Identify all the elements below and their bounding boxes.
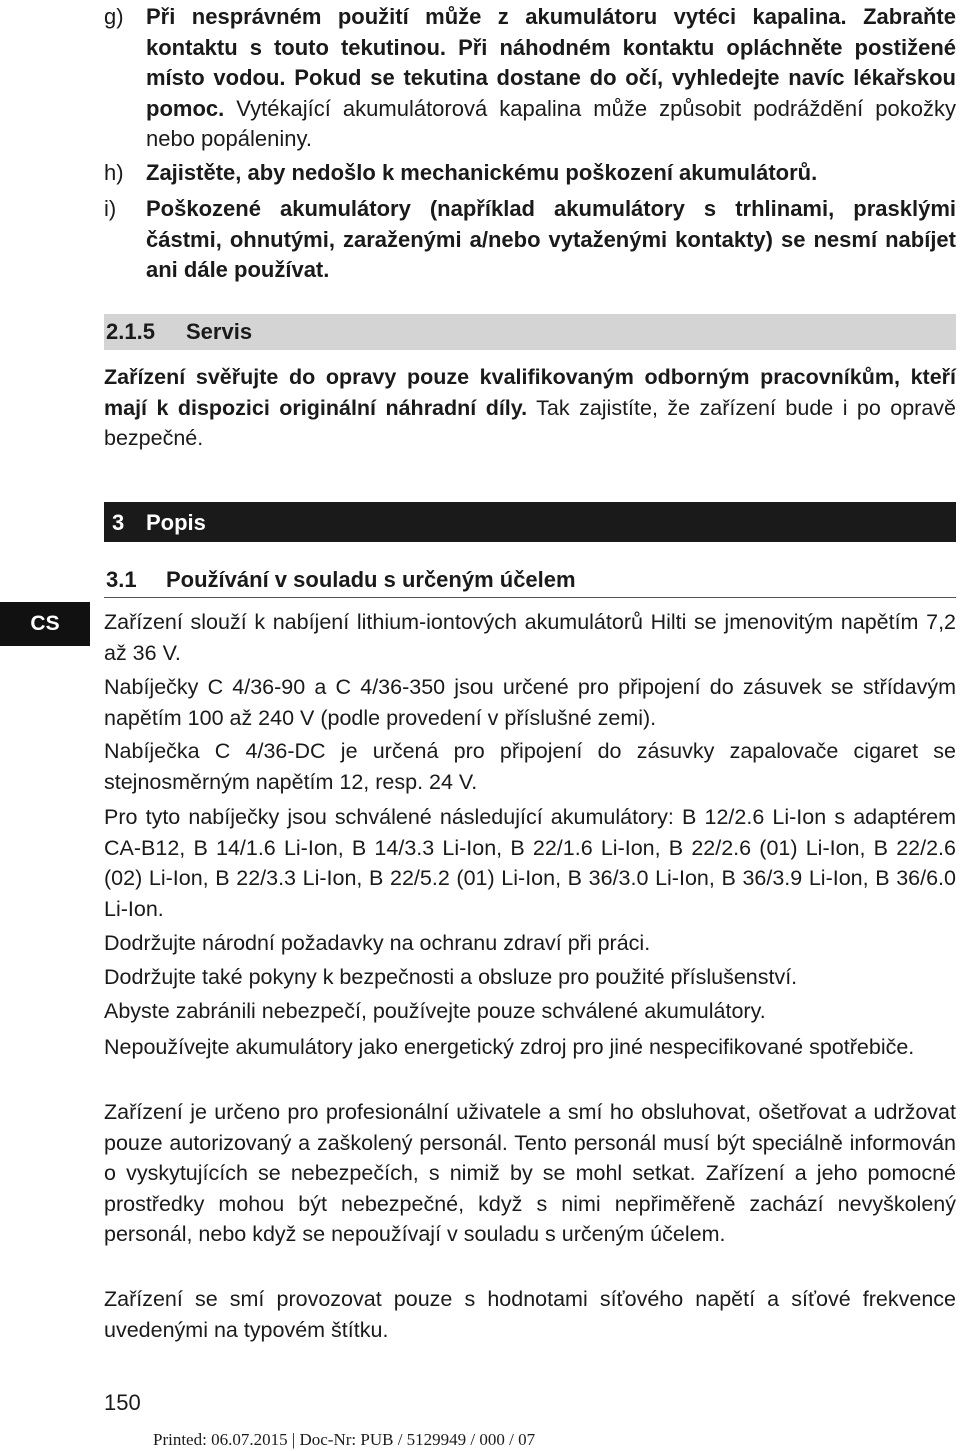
warning-bold-text: Při nesprávném použití může z akumulátoru vytéci kapalina. Zabraňte kontaktu s touto tekutinou. Při náhodném kontaktu opláchněte postižené místo vodou. Pokud se tekutina dostane do očí, vyhledejte navíc lékařskou pomoc. <box>146 4 956 121</box>
paragraph: Dodržujte také pokyny k bezpečnosti a obsluze pro použité příslušenství. <box>104 965 798 989</box>
paragraph: Dodržujte národní požadavky na ochranu zdraví při práci. <box>104 931 651 955</box>
paragraph: Pro tyto nabíječky jsou schválené následující akumulátory: B 12/2.6 Li-Ion s adaptérem CA-B12, B 14/1.6 Li-Ion, B 14/3.3 Li-Ion, B 22/1.6 Li-Ion, B 22/2.6 (01) Li-Ion, B 22/2.6 (02) Li-Ion, B 22/3.3 Li-Ion, B 22/5.2 (01) Li-Ion, B 36/3.0 Li-Ion, B 36/3.9 Li-Ion, B 36/6.0 Li-Ion. <box>104 805 956 921</box>
servis-normal-text: Tak zajistíte, že zařízení bude i po opravě bezpečné. <box>104 395 957 450</box>
section-number: 3 <box>112 510 125 535</box>
warning-bold-text: Zajistěte, aby nedošlo k mechanickému poškození akumulátorů. <box>146 160 818 185</box>
subsection-number: 3.1 <box>106 567 137 592</box>
print-footer: Printed: 06.07.2015 | Doc-Nr: PUB / 5129949 / 000 / 07 <box>153 1430 536 1449</box>
list-item-text <box>146 2 956 155</box>
servis-bold-text: Zařízení svěřujte do opravy pouze kvalifikovaným odborným pracovníkům, kteří mají k dispozici originální náhradní díly. <box>104 365 956 420</box>
paragraph: Nepoužívejte akumulátory jako energetický zdroj pro jiné nespecifikované spotřebiče. <box>104 1035 915 1059</box>
section-title: Popis <box>146 510 206 535</box>
warning-normal-text: Vytékající akumulátorová kapalina může způsobit podráždění pokožky nebo popáleniny. <box>146 95 956 151</box>
warning-bold-text: Poškozené akumulátory (například akumulátory s trhlinami, prasklými částmi, ohnutými, zaraženými a/nebo vytaženými kontakty) se nesmí nabíjet ani dále používat. <box>146 196 956 282</box>
servis-paragraph <box>104 362 956 454</box>
list-marker: i) <box>104 196 117 221</box>
list-item-h <box>104 158 956 189</box>
list-item-text <box>146 194 956 286</box>
paragraph: Nabíječka C 4/36-DC je určená pro připojení do zásuvky zapalovače cigaret se stejnosměrným napětím 12, resp. 24 V. <box>104 739 956 794</box>
list-marker: h) <box>104 160 124 185</box>
list-item-g <box>104 2 956 155</box>
subsection-heading <box>104 563 956 598</box>
paragraph: Zařízení je určeno pro profesionální uživatele a smí ho obsluhovat, ošetřovat a udržovat pouze autorizovaný a zaškolený personál. Tento personál musí být speciálně informován o vyskytujících se nebezpečích, s nimiž by se mohl setkat. Zařízení a jeho pomocné prostředky mohou být nebezpečné, když s nimi nepřiměřeně zachází nevyškolený personál, nebo když se nepoužívají v souladu s určeným účelem. <box>104 1100 956 1246</box>
paragraph: Nabíječky C 4/36-90 a C 4/36-350 jsou určené pro připojení do zásuvek se střídavým napětím 100 až 240 V (podle provedení v příslušné zemi). <box>104 675 956 730</box>
paragraph: Abyste zabránili nebezpečí, používejte pouze schválené akumulátory. <box>104 999 766 1023</box>
paragraph: Zařízení se smí provozovat pouze s hodnotami síťového napětí a síťové frekvence uvedenými na typovém štítku. <box>104 1287 956 1342</box>
language-tab: CS <box>0 602 90 646</box>
heading-number: 2.1.5 <box>106 319 155 344</box>
list-item-text <box>146 158 956 189</box>
list-marker: g) <box>104 4 124 29</box>
servis-heading <box>104 314 956 350</box>
page-number: 150 <box>104 1390 141 1415</box>
list-item-i <box>104 194 956 286</box>
heading-title: Servis <box>186 319 253 344</box>
subsection-title: Používání v souladu s určeným účelem <box>166 567 576 592</box>
section-heading <box>104 502 956 542</box>
paragraph: Zařízení slouží k nabíjení lithium-iontových akumulátorů Hilti se jmenovitým napětím 7,2 až 36 V. <box>104 610 956 665</box>
